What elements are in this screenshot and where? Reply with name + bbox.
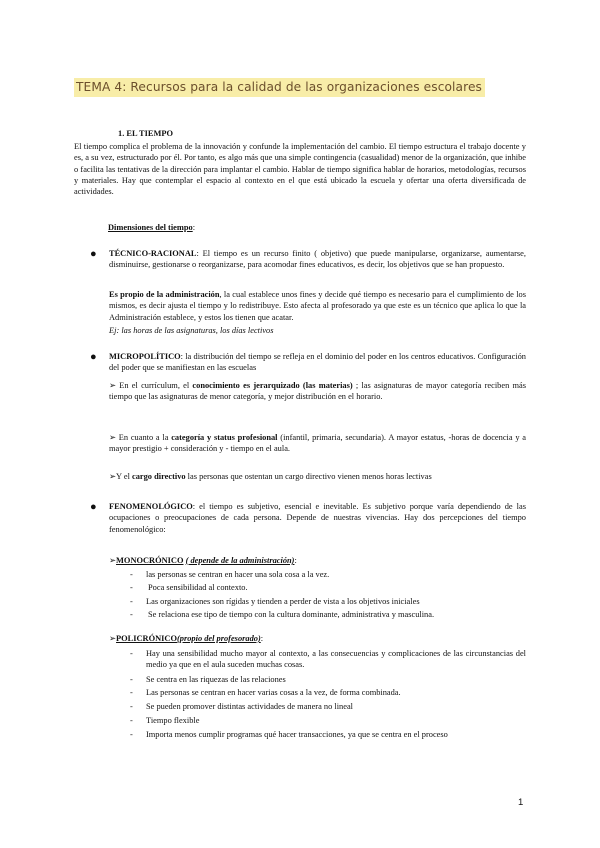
poli-note: (propio del profesorado) — [177, 634, 261, 643]
tecnico-paragraph-2 — [109, 289, 526, 323]
dash-bullet: - — [130, 583, 133, 592]
mono-colon: : — [294, 556, 297, 565]
micro-point-2-bold: categoría y status profesional — [171, 433, 278, 442]
tecnico-bold-2: Es propio de la administración — [109, 290, 220, 299]
bullet-dot: ● — [90, 248, 97, 260]
title-block — [74, 78, 485, 97]
poli-item: Importa menos cumplir programas qué hacer transacciones, ya que se centra en el proceso — [146, 730, 448, 739]
dash-bullet: - — [130, 688, 133, 697]
tecnico-paragraph — [109, 248, 526, 271]
dash-bullet: - — [130, 610, 133, 619]
poli-arrow: ➢ — [109, 634, 117, 643]
poli-item: Se centra en las riquezas de las relaciones — [146, 675, 286, 684]
poli-colon: : — [260, 634, 264, 643]
micro-point-3-bold: cargo directivo — [132, 472, 186, 481]
micro-label: MICROPOLÍTICO — [109, 352, 181, 361]
micro-point-3 — [109, 471, 526, 482]
tecnico-example: Ej: las horas de las asignaturas, los días lectivos — [109, 326, 274, 335]
page-title: TEMA 4: Recursos para la calidad de las organizaciones escolares — [74, 78, 485, 97]
poli-item: Se pueden promover distintas actividades de manera no lineal — [146, 702, 353, 711]
dash-bullet: - — [130, 597, 133, 606]
tecnico-label: TÉCNICO-RACIONAL — [109, 249, 197, 258]
micro-point-2-post: (infantil, primaria, secundaria). A mayor estatus, -horas de docencia y a mayor prestigio + consideración y - tiempo en el aula. — [109, 433, 527, 454]
dash-bullet: - — [130, 570, 133, 579]
mono-item: Poca sensibilidad al contexto. — [148, 583, 248, 592]
mono-label: MONOCRÓNICO — [116, 556, 184, 565]
micro-point-1-pre: ➢ En el currículum, el — [109, 381, 193, 390]
bullet-dot: ● — [90, 351, 97, 363]
dimensions-heading — [108, 222, 195, 233]
micro-point-1-bold: conocimiento es jerarquizado (las materias) — [192, 381, 353, 390]
poli-item: Hay una sensibilidad mucho mayor al contexto, a las consecuencias y complicaciones de las circunstancias del medio ya que en el aula suceden muchas cosas. — [146, 649, 526, 670]
dash-bullet: - — [130, 702, 133, 711]
dash-bullet: - — [130, 716, 133, 725]
mono-item: las personas se centran en hacer una sola cosa a la vez. — [146, 570, 330, 579]
dimensions-heading-text: Dimensiones del tiempo — [108, 223, 193, 232]
micro-text: : la distribución del tiempo se refleja en el dominio del poder en los centros educativos. Configuración del poder que se manifiestan en las escuelas — [109, 352, 526, 373]
feno-paragraph — [109, 501, 526, 535]
tecnico-text-2: , la cual establece unos fines y decide qué tiempo es necesario para el cumplimiento de los mismos, es decir ajusta el tiempo y lo redistribuye. Esto afecta al profesorado ya que este es un técnico que aplica lo que la Administración establece, y estos los tienen que acatar. — [109, 290, 526, 322]
dash-bullet: - — [130, 730, 133, 739]
poli-label: POLICRÓNICO — [116, 634, 177, 643]
feno-text: : el tiempo es subjetivo, esencial e inevitable. Es subjetivo porque varía dependiendo de las ocupaciones o preocupaciones de cada persona. Depende de nuestras vivencias. Hay dos percepciones del tiempo fenomenológico: — [109, 502, 526, 534]
micro-point-1 — [109, 380, 526, 403]
micro-point-2 — [109, 432, 526, 455]
dimensions-heading-colon: : — [192, 223, 196, 232]
micro-point-3-pre: ➢Y el — [109, 472, 132, 481]
mono-item: Las organizaciones son rígidas y tienden a perder de vista a los objetivos iniciales — [146, 597, 420, 606]
poli-item: Las personas se centran en hacer varias cosas a la vez, de forma combinada. — [146, 688, 401, 697]
intro-paragraph: El tiempo complica el problema de la innovación y confunde la implementación del cambio. El tiempo estructura el trabajo docente y es, a su vez, estructurado por él. Por tanto, es algo más que una simple contingencia (casualidad) menor de la organización, que inhibe o facilita las tentativas de la dirección para implantar el cambio. Hablar de tiempo significa hablar de horarios, metodologías, recursos y materiales. Hay que contemplar el espacio al contexto en el que está ubicado la escuela y ofertar una oferta diversificada de actividades. — [74, 142, 526, 197]
dash-bullet: - — [130, 649, 133, 658]
dash-bullet: - — [130, 675, 133, 684]
mono-note: ( depende de la administración) — [185, 556, 295, 565]
micro-point-3-post: las personas que ostentan un cargo directivo vienen menos horas lectivas — [185, 472, 432, 481]
micro-paragraph — [109, 351, 526, 374]
poli-heading — [109, 633, 263, 644]
section-heading: 1. EL TIEMPO — [118, 129, 173, 138]
bullet-dot: ● — [90, 501, 97, 513]
feno-label: FENOMENOLÓGICO — [109, 502, 193, 511]
mono-item: Se relaciona ese tipo de tiempo con la cultura dominante, administrativa y masculina. — [148, 610, 435, 619]
micro-point-1-post: ; las asignaturas de mayor categoría reciben más tiempo que las asignaturas de menor categoría, y mejor distribución en el horario. — [109, 381, 526, 402]
tecnico-text: : El tiempo es un recurso finito ( objetivo) que puede manipularse, organizarse, aumentarse, disminuirse, gestionarse o reorganizarse, para acomodar fines educativos, es decir, los objetivos que se han propuesto. — [109, 249, 526, 270]
page-number: 1 — [518, 797, 524, 808]
mono-heading — [109, 555, 297, 566]
mono-arrow: ➢ — [109, 556, 117, 565]
micro-point-2-pre: ➢ En cuanto a la — [109, 433, 172, 442]
poli-item: Tiempo flexible — [146, 716, 200, 725]
